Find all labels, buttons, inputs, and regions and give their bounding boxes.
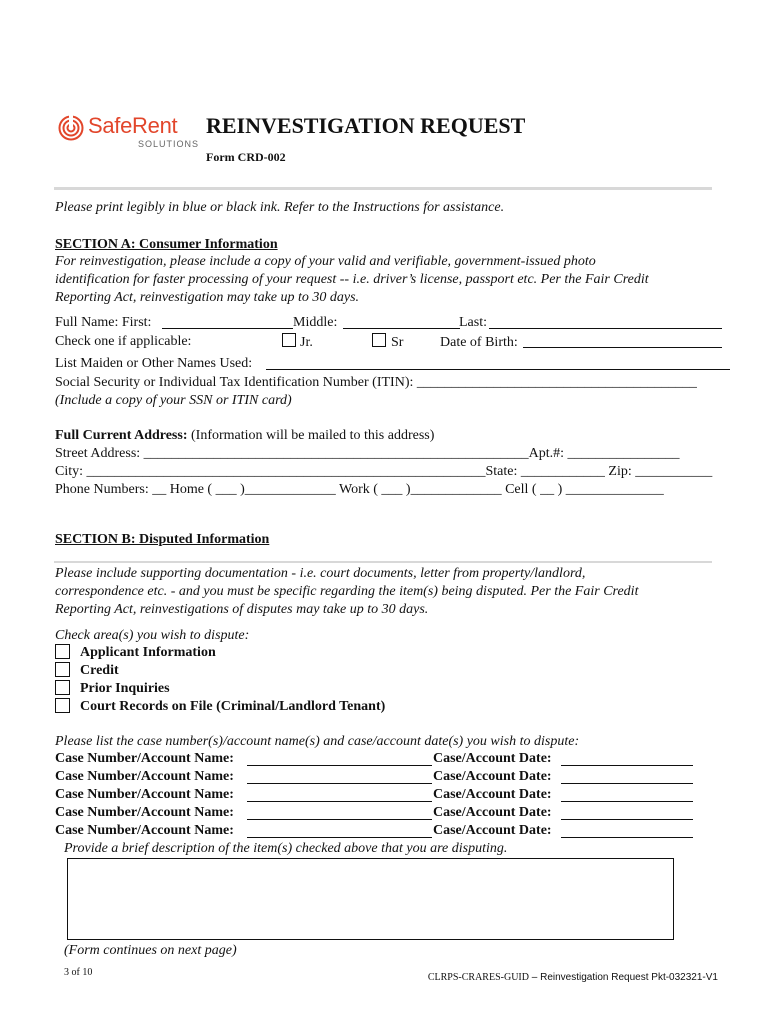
case-name-field-2[interactable] [247,783,432,784]
section-b-note-3: Reporting Act, reinvestigations of disputes may take up to 30 days. [55,602,429,617]
check-areas-prompt: Check area(s) you wish to dispute: [55,628,250,643]
case-name-label-2: Case Number/Account Name: [55,769,234,784]
dispute-description-box[interactable] [67,858,674,940]
header-divider [54,187,712,190]
case-date-label-2: Case/Account Date: [433,769,552,784]
intro-text: Please print legibly in blue or black ink. Refer to the Instructions for assistance. [55,200,505,215]
logo-name: SafeRent [88,113,178,138]
check-one-label: Check one if applicable: [55,334,192,349]
company-logo [56,112,200,152]
credit-checkbox[interactable] [55,662,70,677]
city-state-zip-line[interactable]: City: _________________________________________________________State: ____________ Zip: ___________ [55,464,713,479]
case-name-field-5[interactable] [247,837,432,838]
maiden-names-field[interactable] [266,369,730,370]
street-address-line[interactable]: Street Address: _______________________________________________________Apt.#: ________________ [55,446,680,461]
form-code-rest: – Reinvestigation Request Pkt-032321-V1 [528,972,718,983]
section-b-heading: SECTION B: Disputed Information [55,532,270,547]
ssn-note: (Include a copy of your SSN or ITIN card) [55,393,292,408]
case-list-prompt: Please list the case number(s)/account name(s) and case/account date(s) you wish to dispute: [55,734,580,749]
applicant-info-checkbox[interactable] [55,644,70,659]
form-code [428,967,718,985]
middle-name-label: Middle: [293,315,338,330]
form-continues-note: (Form continues on next page) [64,943,237,958]
middle-name-field[interactable] [343,328,460,329]
case-date-label-3: Case/Account Date: [433,787,552,802]
credit-label: Credit [80,663,119,678]
jr-checkbox[interactable] [282,333,296,347]
case-date-field-4[interactable] [561,819,693,820]
address-heading-bold: Full Current Address: [55,428,188,443]
first-name-label: Full Name: First: [55,315,152,330]
form-code-id: CLRPS-CRARES-GUID [427,972,529,983]
prior-inquiries-checkbox[interactable] [55,680,70,695]
case-name-field-3[interactable] [247,801,432,802]
case-date-label-5: Case/Account Date: [433,823,552,838]
logo-subtitle: SOLUTIONS [138,139,200,149]
case-name-label-4: Case Number/Account Name: [55,805,234,820]
sr-label: Sr [391,335,404,350]
address-heading [55,427,434,445]
court-records-label: Court Records on File (Criminal/Landlord Tenant) [80,699,386,714]
last-name-label: Last: [459,315,487,330]
form-title: REINVESTIGATION REQUEST [206,113,526,138]
description-prompt: Provide a brief description of the item(s) checked above that you are disputing. [64,841,508,856]
case-name-label-3: Case Number/Account Name: [55,787,234,802]
case-name-label-1: Case Number/Account Name: [55,751,234,766]
phone-numbers-line[interactable]: Phone Numbers: __ Home ( ___ )_____________ Work ( ___ )_____________ Cell ( __ ) ______________ [55,482,664,497]
case-date-field-2[interactable] [561,783,693,784]
section-b-divider [54,561,712,563]
case-date-label-1: Case/Account Date: [433,751,552,766]
form-number: Form CRD-002 [206,150,286,164]
section-a-note-2: identification for faster processing of your request -- i.e. driver’s license, passport etc. Per the Fair Credit [55,272,649,287]
case-date-field-5[interactable] [561,837,693,838]
maiden-names-label: List Maiden or Other Names Used: [55,356,253,371]
applicant-info-label: Applicant Information [80,645,216,660]
case-date-field-3[interactable] [561,801,693,802]
jr-label: Jr. [300,335,313,350]
dob-label: Date of Birth: [440,335,518,350]
section-b-note-2: correspondence etc. - and you must be specific regarding the item(s) being disputed. Per the Fair Credit [55,584,639,599]
case-date-field-1[interactable] [561,765,693,766]
section-a-note-1: For reinvestigation, please include a copy of your valid and verifiable, government-issued photo [55,254,596,269]
case-name-label-5: Case Number/Account Name: [55,823,234,838]
section-a-heading: SECTION A: Consumer Information [55,237,278,252]
case-name-field-4[interactable] [247,819,432,820]
section-a-note-3: Reporting Act, reinvestigation may take up to 30 days. [55,290,360,305]
first-name-field[interactable] [162,328,293,329]
address-heading-note: (Information will be mailed to this address) [187,428,435,443]
dob-field[interactable] [523,347,722,348]
case-name-field-1[interactable] [247,765,432,766]
ssn-line[interactable]: Social Security or Individual Tax Identification Number (ITIN): ________________________________________ [55,375,697,390]
saferent-logo-icon [58,115,84,141]
section-b-note-1: Please include supporting documentation - i.e. court documents, letter from property/landlord, [55,566,586,581]
court-records-checkbox[interactable] [55,698,70,713]
prior-inquiries-label: Prior Inquiries [80,681,170,696]
sr-checkbox[interactable] [372,333,386,347]
case-date-label-4: Case/Account Date: [433,805,552,820]
page-number: 3 of 10 [64,967,93,978]
last-name-field[interactable] [489,328,722,329]
